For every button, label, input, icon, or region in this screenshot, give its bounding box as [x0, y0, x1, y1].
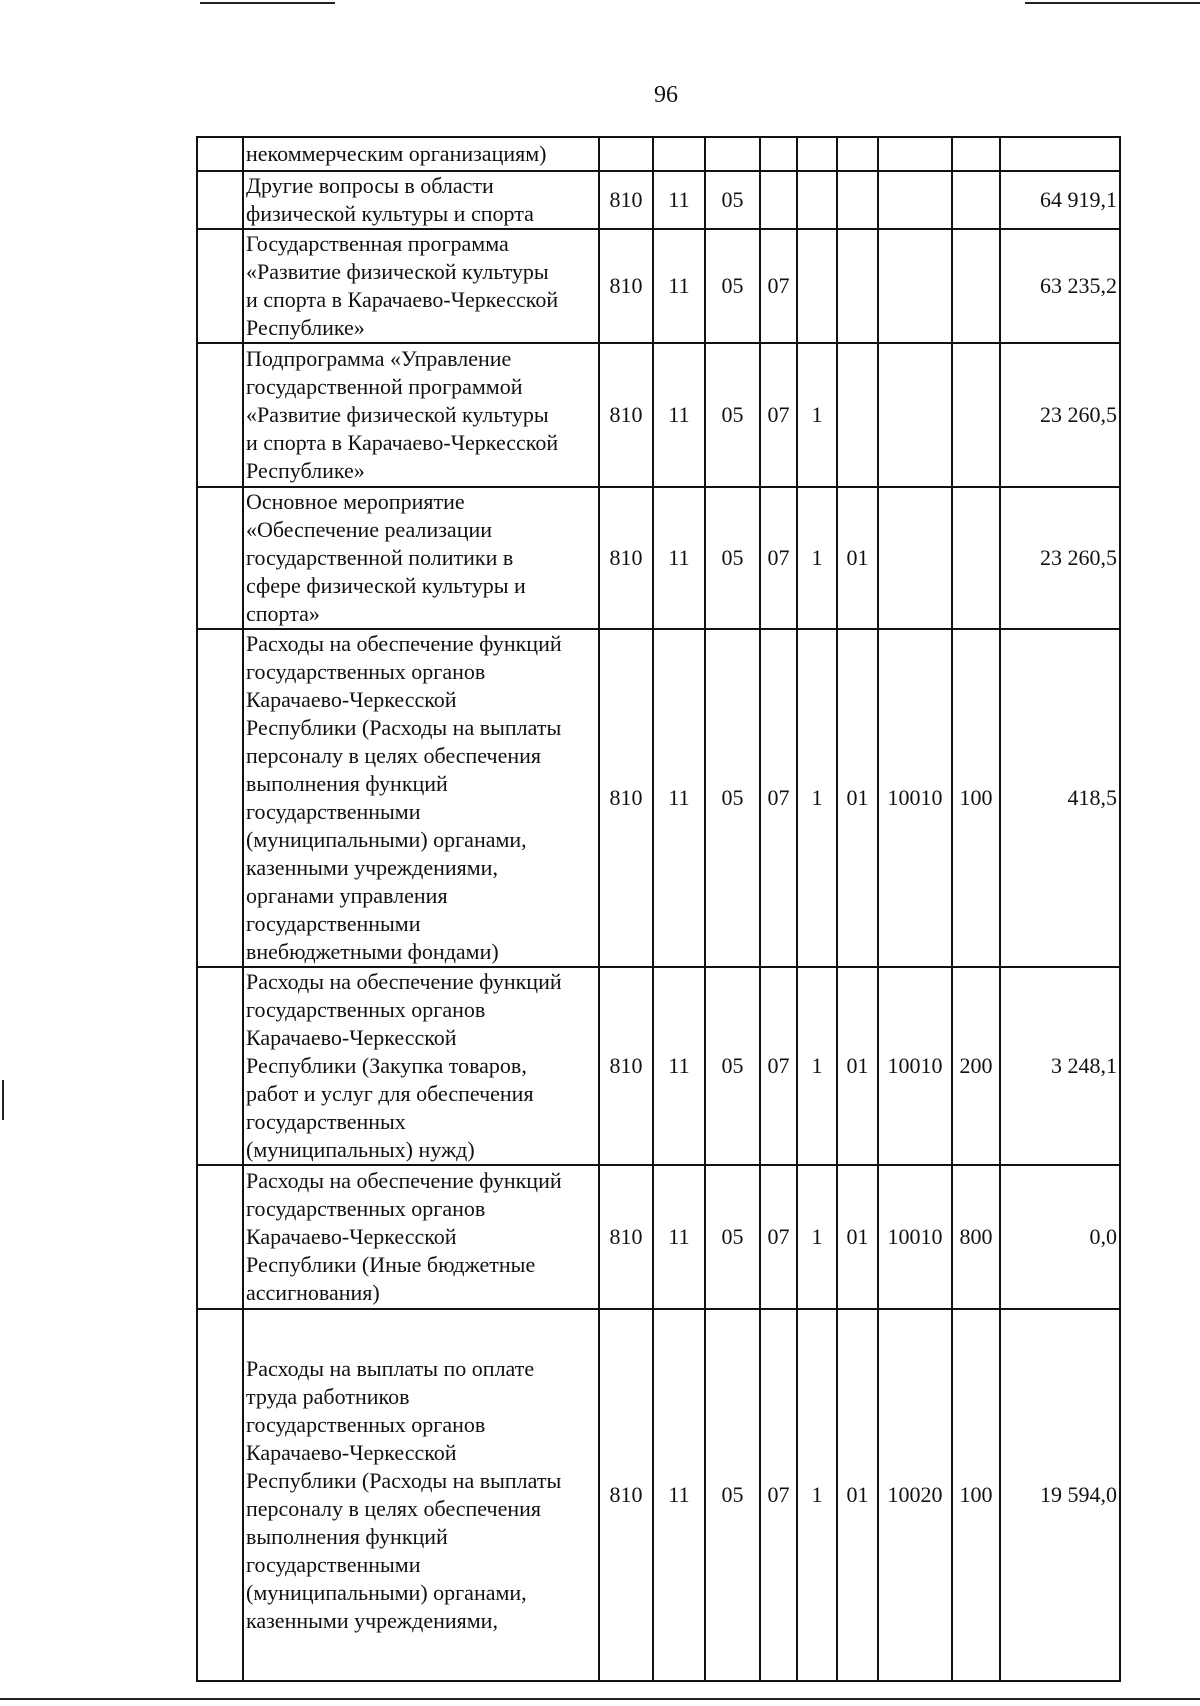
table-row: [197, 967, 1120, 1165]
row-name-line: Республики (Иные бюджетные: [246, 1252, 536, 1277]
row-code-vr: [952, 487, 1000, 629]
row-code-cs3: [837, 137, 878, 171]
row-name-line: сфере физической культуры и: [246, 573, 526, 598]
row-name-line: Расходы на обеспечение функций: [246, 969, 562, 994]
row-name-line: Основное мероприятие: [246, 489, 465, 514]
page-number: 96: [654, 82, 678, 108]
row-code-cs2: 1: [797, 343, 837, 487]
row-name-line: Расходы на обеспечение функций: [246, 631, 562, 656]
row-code-pr: 05: [705, 343, 760, 487]
row-name-line: и спорта в Карачаево-Черкесской: [246, 430, 559, 455]
row-name-line: Республики (Расходы на выплаты: [246, 1468, 562, 1493]
row-name-line: Республике»: [246, 315, 365, 340]
row-name-line: (муниципальных) нужд): [246, 1137, 475, 1162]
row-code-cs1: 07: [760, 1165, 797, 1309]
budget-table-body: [197, 137, 1120, 1681]
row-code-rz: [653, 137, 705, 171]
row-code-ved: 810: [599, 967, 653, 1165]
row-name-line: Расходы на выплаты по оплате: [246, 1356, 535, 1381]
row-amount: 19 594,0: [1000, 1309, 1120, 1681]
row-code-cs2: [797, 137, 837, 171]
row-name-cell: [243, 229, 599, 343]
row-code-rz: 11: [653, 967, 705, 1165]
row-name-cell: [243, 629, 599, 967]
row-code-rz: 11: [653, 171, 705, 229]
row-name-line: «Обеспечение реализации: [246, 517, 493, 542]
row-name-line: персоналу в целях обеспечения: [246, 743, 542, 768]
table-row: [197, 171, 1120, 229]
row-code-cs1: 07: [760, 1309, 797, 1681]
row-name-cell: [243, 343, 599, 487]
row-code-cs4: 10020: [878, 1309, 952, 1681]
row-code-cs2: 1: [797, 967, 837, 1165]
row-code-rz: 11: [653, 1309, 705, 1681]
row-amount: 23 260,5: [1000, 487, 1120, 629]
row-code-rz: 11: [653, 487, 705, 629]
row-code-cs3: [837, 171, 878, 229]
row-code-rz: 11: [653, 629, 705, 967]
row-code-cs2: 1: [797, 1165, 837, 1309]
row-code-cs3: [837, 343, 878, 487]
row-code-rz: 11: [653, 229, 705, 343]
row-name-line: Карачаево-Черкесской: [246, 1224, 457, 1249]
row-code-ved: 810: [599, 487, 653, 629]
row-code-rz: 11: [653, 343, 705, 487]
row-code-vr: 800: [952, 1165, 1000, 1309]
row-name-cell: [243, 1165, 599, 1309]
scan-edge-top-left: [200, 2, 335, 4]
row-name-line: государственными: [246, 799, 421, 824]
row-name-line: работ и услуг для обеспечения: [246, 1081, 534, 1106]
row-code-cs1: 07: [760, 229, 797, 343]
row-code-cs4: [878, 343, 952, 487]
row-amount: 63 235,2: [1000, 229, 1120, 343]
row-name-line: государственной политики в: [246, 545, 514, 570]
table-row: [197, 1165, 1120, 1309]
row-name-line: государственных органов: [246, 1196, 486, 1221]
row-code-vr: [952, 171, 1000, 229]
scan-edge-left: [2, 1080, 4, 1120]
row-code-cs3: 01: [837, 967, 878, 1165]
row-number-cell: [197, 137, 243, 171]
row-name-cell: [243, 487, 599, 629]
row-code-cs4: 10010: [878, 967, 952, 1165]
table-row: [197, 1309, 1120, 1681]
row-number-cell: [197, 229, 243, 343]
row-name-cell: [243, 137, 599, 171]
row-amount: [1000, 137, 1120, 171]
row-name-line: «Развитие физической культуры: [246, 259, 549, 284]
row-name-cell: [243, 171, 599, 229]
row-name-line: Республики (Расходы на выплаты: [246, 715, 562, 740]
row-name-line: (муниципальными) органами,: [246, 1580, 527, 1605]
scan-edge-top-right: [1025, 2, 1200, 4]
row-name-line: персоналу в целях обеспечения: [246, 1496, 542, 1521]
row-name-line: государственных органов: [246, 1412, 486, 1437]
row-name-line: государственных органов: [246, 997, 486, 1022]
row-code-vr: [952, 137, 1000, 171]
row-name-line: ассигнования): [246, 1280, 380, 1305]
row-code-cs3: 01: [837, 1309, 878, 1681]
row-code-ved: 810: [599, 229, 653, 343]
row-name-line: и спорта в Карачаево-Черкесской: [246, 287, 559, 312]
row-number-cell: [197, 629, 243, 967]
row-code-pr: 05: [705, 629, 760, 967]
budget-table: [196, 136, 1121, 1682]
row-name-line: спорта»: [246, 601, 320, 626]
row-amount: 418,5: [1000, 629, 1120, 967]
row-code-cs4: [878, 229, 952, 343]
row-amount: 3 248,1: [1000, 967, 1120, 1165]
row-name-line: (муниципальными) органами,: [246, 827, 527, 852]
row-name-line: выполнения функций: [246, 1524, 448, 1549]
row-name-line: Подпрограмма «Управление: [246, 346, 512, 371]
row-code-ved: 810: [599, 1309, 653, 1681]
row-code-cs4: 10010: [878, 1165, 952, 1309]
row-code-cs4: [878, 487, 952, 629]
row-name-line: Республике»: [246, 458, 365, 483]
row-code-cs3: 01: [837, 629, 878, 967]
row-name-line: Другие вопросы в области: [246, 173, 494, 198]
table-row: [197, 137, 1120, 171]
row-code-cs3: [837, 229, 878, 343]
row-code-cs2: [797, 229, 837, 343]
row-code-cs2: 1: [797, 629, 837, 967]
row-name-cell: [243, 1309, 599, 1681]
row-name-line: государственными: [246, 1552, 421, 1577]
row-name-line: внебюджетными фондами): [246, 939, 499, 964]
row-number-cell: [197, 487, 243, 629]
row-code-vr: [952, 343, 1000, 487]
row-code-cs2: 1: [797, 1309, 837, 1681]
row-name-line: государственными: [246, 911, 421, 936]
row-code-cs1: 07: [760, 343, 797, 487]
row-number-cell: [197, 1165, 243, 1309]
row-code-cs1: [760, 171, 797, 229]
row-code-ved: 810: [599, 1165, 653, 1309]
row-amount: 64 919,1: [1000, 171, 1120, 229]
row-name-line: государственной программой: [246, 374, 523, 399]
row-code-vr: 200: [952, 967, 1000, 1165]
row-name-cell: [243, 967, 599, 1165]
row-code-ved: 810: [599, 343, 653, 487]
row-name-line: органами управления: [246, 883, 448, 908]
table-row: [197, 487, 1120, 629]
row-name-line: Карачаево-Черкесской: [246, 1440, 457, 1465]
row-code-ved: 810: [599, 171, 653, 229]
row-code-cs4: [878, 137, 952, 171]
row-code-cs2: [797, 171, 837, 229]
row-number-cell: [197, 1309, 243, 1681]
row-amount: 23 260,5: [1000, 343, 1120, 487]
row-code-pr: 05: [705, 229, 760, 343]
row-name-line: выполнения функций: [246, 771, 448, 796]
row-code-pr: 05: [705, 1165, 760, 1309]
row-name-line: «Развитие физической культуры: [246, 402, 549, 427]
row-number-cell: [197, 171, 243, 229]
scan-edge-bottom: [0, 1698, 1200, 1700]
row-name-line: труда работников: [246, 1384, 410, 1409]
row-code-cs1: 07: [760, 487, 797, 629]
row-code-pr: 05: [705, 1309, 760, 1681]
row-code-cs1: 07: [760, 629, 797, 967]
row-name-line: казенными учреждениями,: [246, 1608, 498, 1633]
row-code-rz: 11: [653, 1165, 705, 1309]
row-code-pr: [705, 137, 760, 171]
table-row: [197, 629, 1120, 967]
row-code-ved: 810: [599, 629, 653, 967]
row-code-cs3: 01: [837, 487, 878, 629]
row-name-line: некоммерческим организациям): [246, 141, 547, 166]
row-name-line: государственных органов: [246, 659, 486, 684]
row-code-cs4: [878, 171, 952, 229]
row-name-line: Государственная программа: [246, 231, 509, 256]
row-code-pr: 05: [705, 967, 760, 1165]
row-name-line: Расходы на обеспечение функций: [246, 1168, 562, 1193]
row-number-cell: [197, 967, 243, 1165]
row-name-line: физической культуры и спорта: [246, 201, 534, 226]
row-code-pr: 05: [705, 487, 760, 629]
row-code-pr: 05: [705, 171, 760, 229]
row-name-line: казенными учреждениями,: [246, 855, 498, 880]
row-code-cs3: 01: [837, 1165, 878, 1309]
table-row: [197, 229, 1120, 343]
row-code-ved: [599, 137, 653, 171]
row-amount: 0,0: [1000, 1165, 1120, 1309]
table-row: [197, 343, 1120, 487]
row-code-vr: 100: [952, 629, 1000, 967]
row-name-line: Карачаево-Черкесской: [246, 1025, 457, 1050]
row-code-cs1: 07: [760, 967, 797, 1165]
row-code-cs2: 1: [797, 487, 837, 629]
row-number-cell: [197, 343, 243, 487]
row-name-line: Карачаево-Черкесской: [246, 687, 457, 712]
row-code-vr: 100: [952, 1309, 1000, 1681]
row-code-vr: [952, 229, 1000, 343]
row-name-line: Республики (Закупка товаров,: [246, 1053, 527, 1078]
row-name-line: государственных: [246, 1109, 406, 1134]
row-code-cs1: [760, 137, 797, 171]
row-code-cs4: 10010: [878, 629, 952, 967]
